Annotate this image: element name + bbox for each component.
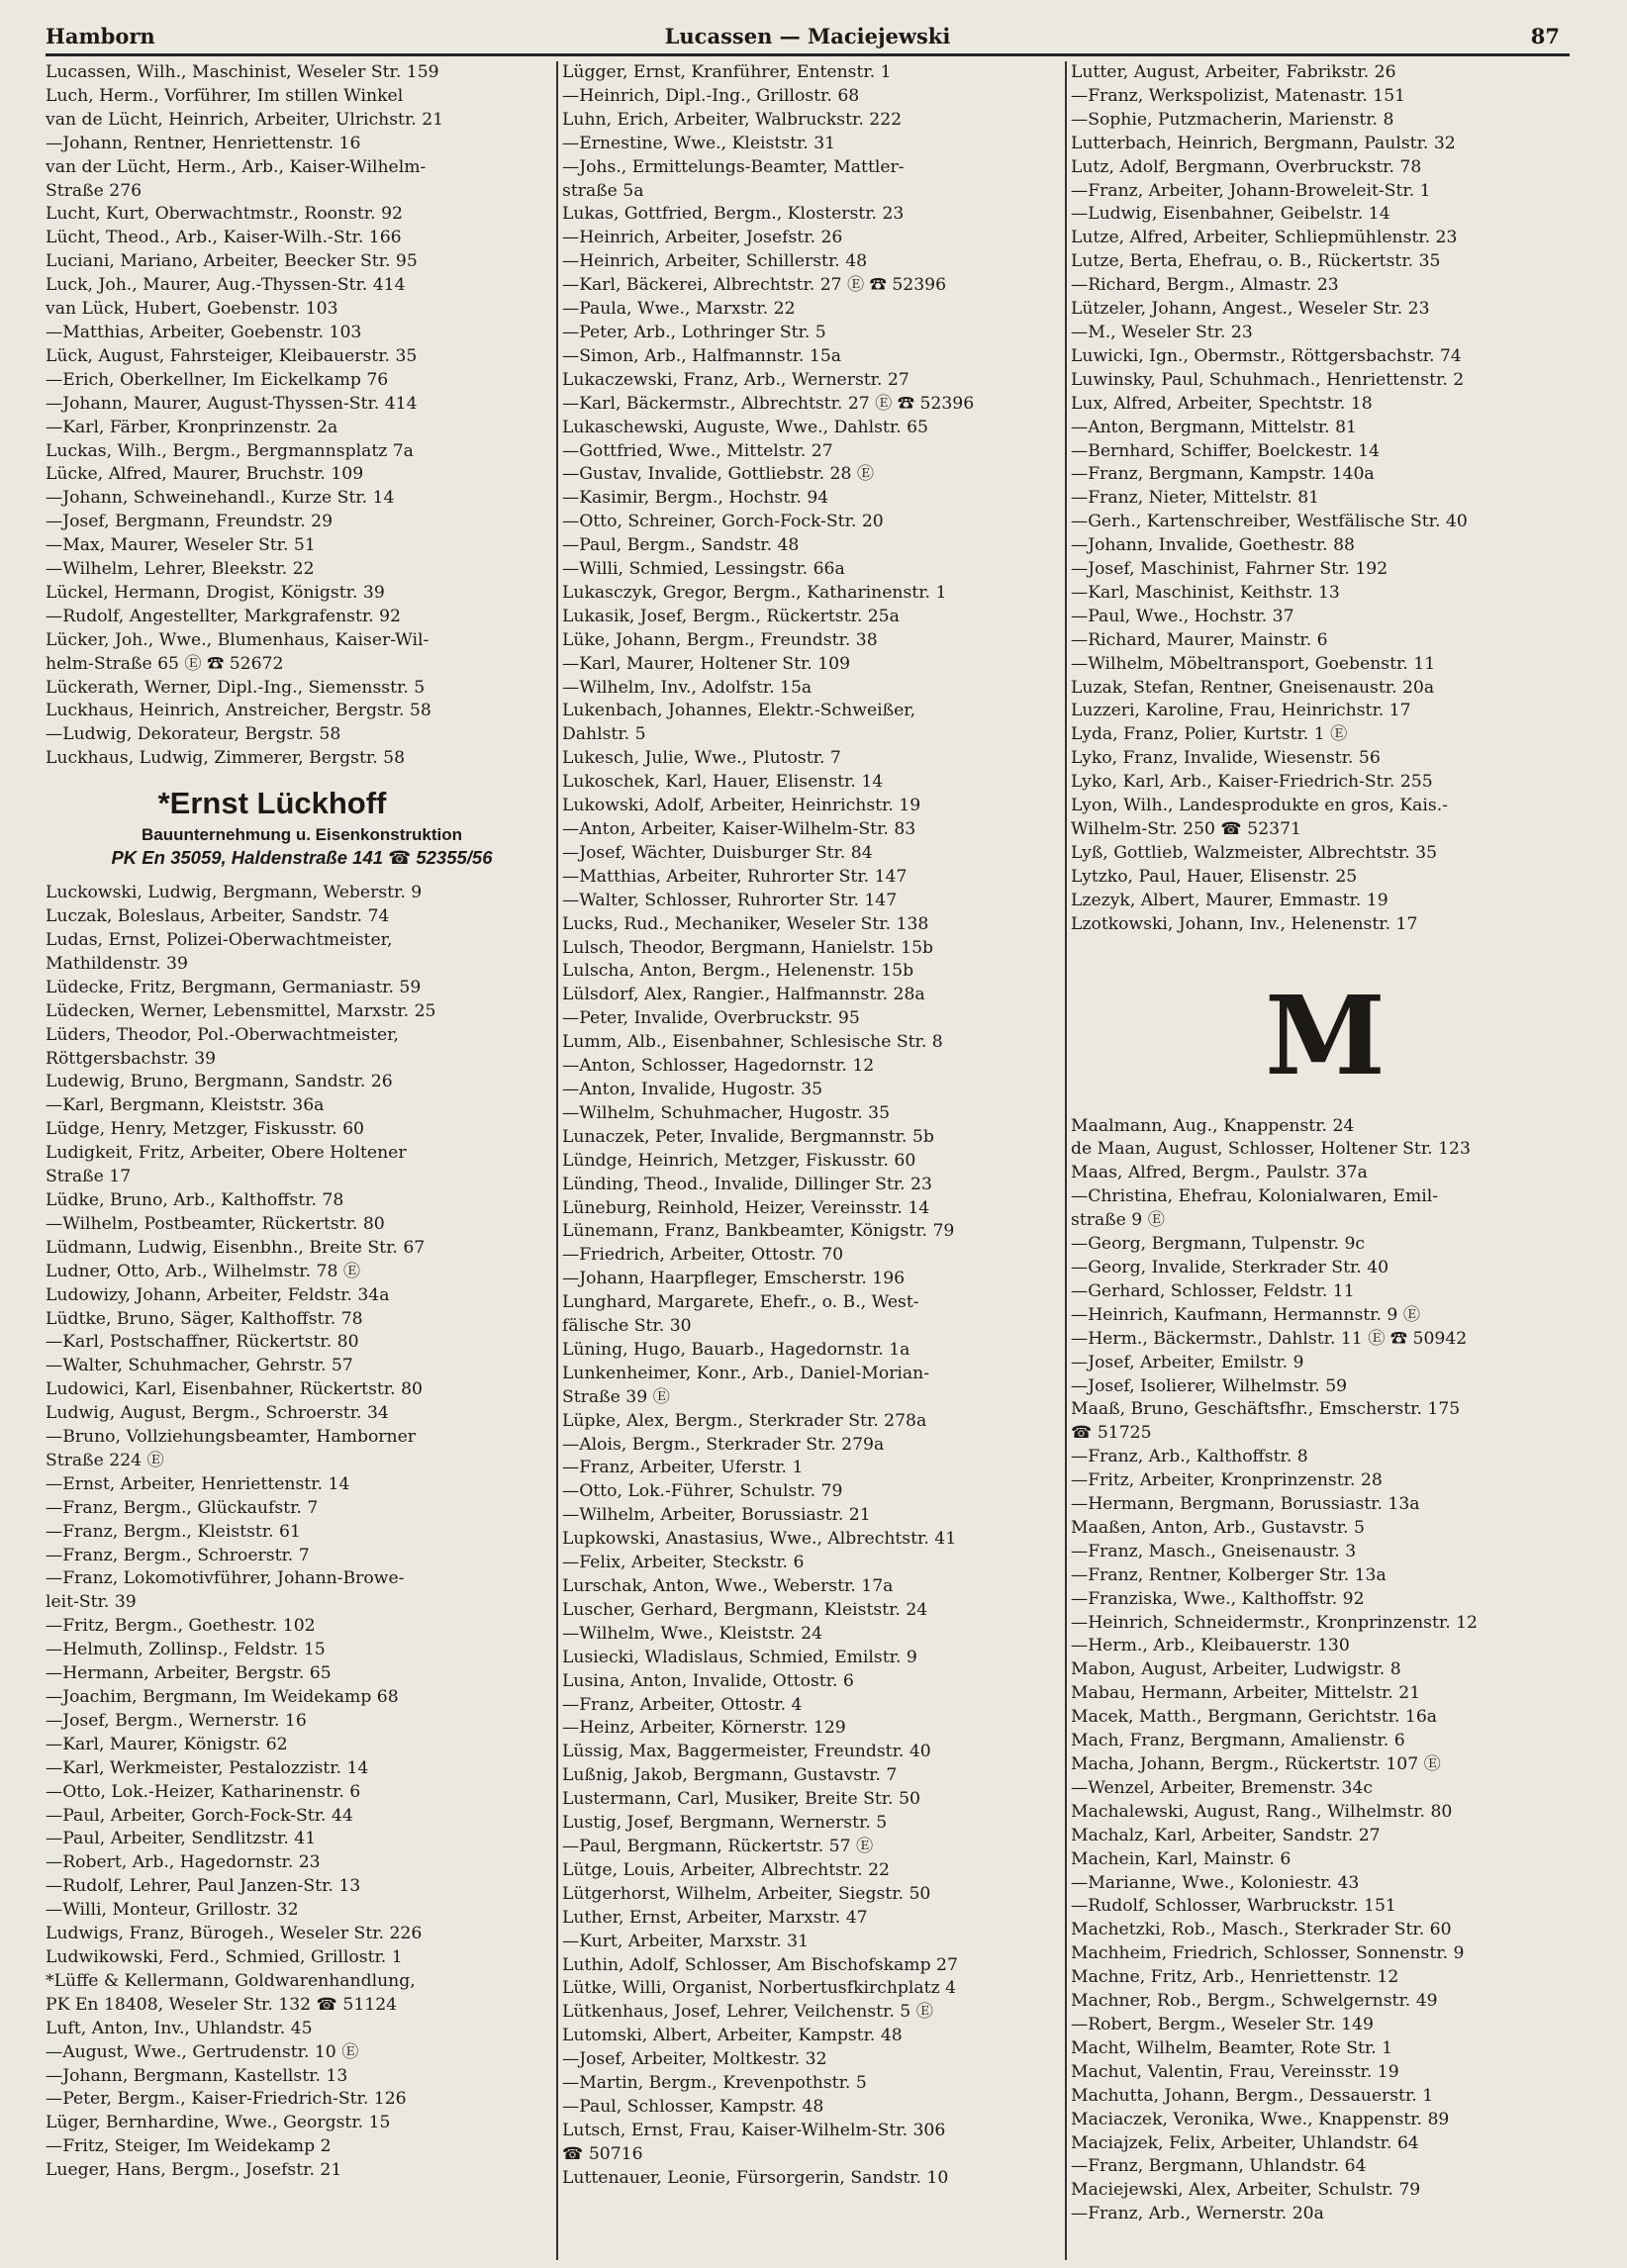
directory-entry: —Franz, Bergm., Glückaufstr. 7 [46,1497,319,1518]
directory-entry: straße 9 Ⓔ [1071,1210,1165,1231]
ad-title: *Ernst Lückhoff [157,786,387,821]
directory-entry: Mabau, Hermann, Arbeiter, Mittelstr. 21 [1071,1683,1421,1704]
directory-entry: Maalmann, Aug., Knappenstr. 24 [1071,1115,1355,1136]
directory-entry: Lülsdorf, Alex, Rangier., Halfmannstr. 28a [562,985,925,1005]
directory-entry: —Johann, Maurer, August-Thyssen-Str. 414 [46,393,418,414]
directory-entry: —Franz, Arbeiter, Ottostr. 4 [562,1694,803,1715]
directory-entry: —Joachim, Bergmann, Im Weidekamp 68 [46,1687,399,1707]
directory-entry: Lüssig, Max, Baggermeister, Freundstr. 40 [562,1742,931,1762]
directory-entry: *Lüffe & Kellermann, Goldwarenhandlung, [46,1970,416,1991]
directory-entry: Luckowski, Ludwig, Bergmann, Weberstr. 9 [46,883,423,903]
directory-entry: —Anton, Schlosser, Hagedornstr. 12 [562,1056,875,1077]
directory-entry: Lunaczek, Peter, Invalide, Bergmannstr. 5b [562,1126,934,1147]
column-2-entries [562,61,1075,2191]
directory-entry: —August, Wwe., Gertrudenstr. 10 Ⓔ [46,2041,359,2062]
directory-entry: —Gerhard, Schlosser, Feldstr. 11 [1071,1280,1355,1301]
directory-entry: Straße 224 Ⓔ [46,1450,164,1470]
directory-entry: —Sophie, Putzmacherin, Marienstr. 8 [1071,109,1394,130]
directory-entry: Maaß, Bruno, Geschäftsfhr., Emscherstr. 175 [1071,1399,1461,1420]
directory-entry: Lüneburg, Reinhold, Heizer, Vereinsstr. 14 [562,1197,930,1218]
directory-entry: Machalz, Karl, Arbeiter, Sandstr. 27 [1071,1825,1381,1845]
directory-entry: Lulsch, Theodor, Bergmann, Hanielstr. 15b [562,937,934,958]
directory-entry: Machetzki, Rob., Masch., Sterkrader Str. 60 [1071,1920,1452,1940]
directory-entry: ☎ 50716 [562,2143,643,2164]
directory-entry: —Franz, Bergm., Schroerstr. 7 [46,1545,310,1565]
directory-entry: Lütgerhorst, Wilhelm, Arbeiter, Siegstr. 50 [562,1883,931,1904]
directory-entry: Lustig, Josef, Bergmann, Wernerstr. 5 [562,1813,888,1834]
directory-entry: Macha, Johann, Bergm., Rückertstr. 107 Ⓔ [1071,1754,1441,1774]
directory-entry: Lütke, Willi, Organist, Norbertusfkirchplatz 4 [562,1978,957,1999]
section-letter-m: M [1265,971,1386,1099]
directory-entry: Ludwigs, Franz, Bürogeh., Weseler Str. 226 [46,1924,423,1944]
directory-entry: —Josef, Bergm., Wernerstr. 16 [46,1710,307,1731]
directory-entry: Lukas, Gottfried, Bergm., Klosterstr. 23 [562,204,905,225]
advertisement [46,783,558,870]
directory-entry: —Peter, Bergm., Kaiser-Friedrich-Str. 126 [46,2089,407,2110]
directory-entry: —Kurt, Arbeiter, Marxstr. 31 [562,1931,810,1951]
directory-entry: Luckhaus, Heinrich, Anstreicher, Bergstr. 58 [46,701,431,721]
directory-entry: Lütkenhaus, Josef, Lehrer, Veilchenstr. 5 Ⓔ [562,2002,933,2023]
directory-entry: —Karl, Werkmeister, Pestalozzistr. 14 [46,1757,369,1778]
directory-entry: Lüdtke, Bruno, Säger, Kalthoffstr. 78 [46,1308,363,1329]
directory-entry: —Wilhelm, Möbeltransport, Goebenstr. 11 [1071,653,1436,674]
directory-entry: —Herm., Bäckermstr., Dahlstr. 11 Ⓔ ☎ 50942 [1071,1328,1468,1349]
directory-entry: —Johann, Schweinehandl., Kurze Str. 14 [46,488,395,509]
directory-entry: Luciani, Mariano, Arbeiter, Beecker Str. 95 [46,251,418,272]
directory-entry: leit-Str. 39 [46,1592,137,1613]
directory-entry: Luft, Anton, Inv., Uhlandstr. 45 [46,2018,313,2038]
directory-entry: Lutter, August, Arbeiter, Fabrikstr. 26 [1071,62,1396,82]
directory-entry: —Max, Maurer, Weseler Str. 51 [46,535,316,556]
directory-entry: Maaßen, Anton, Arb., Gustavstr. 5 [1071,1517,1365,1538]
directory-entry: —Helmuth, Zollinsp., Feldstr. 15 [46,1640,326,1660]
directory-entry: Maciaczek, Veronika, Wwe., Knappenstr. 89 [1071,2109,1450,2129]
directory-entry: Straße 17 [46,1167,132,1187]
directory-entry: Lücker, Joh., Wwe., Blumenhaus, Kaiser-Wil- [46,629,430,650]
directory-entry: Lucks, Rud., Mechaniker, Weseler Str. 138 [562,913,929,934]
column-2 [556,61,1075,2260]
directory-entry: —Walter, Schuhmacher, Gehrstr. 57 [46,1356,353,1376]
directory-entry: Lyß, Gottlieb, Walzmeister, Albrechtstr. 35 [1071,842,1438,863]
directory-entry: —Wilhelm, Schuhmacher, Hugostr. 35 [562,1102,891,1123]
directory-entry: —Paul, Arbeiter, Gorch-Fock-Str. 44 [46,1805,353,1826]
ad-address-line: PK En 35059, Haldenstraße 141 ☎ 52355/56 [111,847,493,869]
directory-entry: —Georg, Bergmann, Tulpenstr. 9c [1071,1234,1366,1255]
directory-entry: —Ernestine, Wwe., Kleiststr. 31 [562,133,836,153]
directory-entry: —Heinrich, Schneidermstr., Kronprinzenstr. 12 [1071,1612,1478,1633]
directory-entry: —Paul, Bergm., Sandstr. 48 [562,535,800,556]
directory-entry: Lutomski, Albert, Arbeiter, Kampstr. 48 [562,2026,903,2046]
directory-entry: Lueger, Hans, Bergm., Josefstr. 21 [46,2160,342,2181]
directory-entry: Luzzeri, Karoline, Frau, Heinrichstr. 17 [1071,701,1411,721]
directory-entry: —Karl, Bergmann, Kleiststr. 36a [46,1095,325,1116]
directory-entry: Ludwikowski, Ferd., Schmied, Grillostr. 1 [46,1946,403,1967]
directory-entry: Lumm, Alb., Eisenbahner, Schlesische Str. 8 [562,1032,943,1053]
directory-entry: —Gottfried, Wwe., Mittelstr. 27 [562,440,833,461]
directory-entry: —Bernhard, Schiffer, Boelckestr. 14 [1071,440,1381,461]
directory-entry: —Anton, Arbeiter, Kaiser-Wilhelm-Str. 83 [562,819,916,839]
directory-entry: —Anton, Invalide, Hugostr. 35 [562,1079,823,1099]
directory-entry: Machutta, Johann, Bergm., Dessauerstr. 1 [1071,2085,1434,2106]
directory-entry: Luwicki, Ign., Obermstr., Röttgersbachstr. 74 [1071,345,1462,366]
directory-entry: —Paul, Wwe., Hochstr. 37 [1071,606,1294,626]
header-district: Hamborn [46,24,155,48]
directory-entry: Lyda, Franz, Polier, Kurtstr. 1 Ⓔ [1071,724,1348,745]
column-3-entries-m [1071,1115,1579,2227]
directory-entry: —Josef, Isolierer, Wilhelmstr. 59 [1071,1375,1348,1396]
directory-entry: —Matthias, Arbeiter, Goebenstr. 103 [46,322,362,342]
directory-entry: —Paul, Arbeiter, Sendlitzstr. 41 [46,1829,317,1849]
directory-entry: —Franz, Bergm., Kleiststr. 61 [46,1521,301,1542]
directory-entry: —Heinrich, Arbeiter, Josefstr. 26 [562,228,843,248]
directory-entry: Lusiecki, Wladislaus, Schmied, Emilstr. 9 [562,1647,917,1667]
directory-entry: Ludowizy, Johann, Arbeiter, Feldstr. 34a [46,1284,390,1305]
directory-entry: —Franz, Bergmann, Kampstr. 140a [1071,464,1375,485]
directory-entry: Lünding, Theod., Invalide, Dillinger Str. 23 [562,1174,932,1194]
directory-entry: Machheim, Friedrich, Schlosser, Sonnenstr. 9 [1071,1943,1465,1964]
directory-entry: —Wenzel, Arbeiter, Bremenstr. 34c [1071,1777,1374,1798]
directory-entry: Lulscha, Anton, Bergm., Helenenstr. 15b [562,961,914,982]
directory-entry: Lutz, Adolf, Bergmann, Overbruckstr. 78 [1071,156,1422,177]
directory-entry: Lückerath, Werner, Dipl.-Ing., Siemensstr. 5 [46,677,426,698]
directory-entry: van der Lücht, Herm., Arb., Kaiser-Wilhelm- [46,156,427,177]
directory-entry: Lusina, Anton, Invalide, Ottostr. 6 [562,1670,854,1691]
directory-entry: —Fritz, Bergm., Goethestr. 102 [46,1616,316,1637]
directory-entry: Lzezyk, Albert, Maurer, Emmastr. 19 [1071,890,1388,910]
directory-entry: —Franz, Bergmann, Uhlandstr. 64 [1071,2156,1367,2177]
directory-entry: —Marianne, Wwe., Koloniestr. 43 [1071,1872,1360,1893]
directory-entry: Lußnig, Jakob, Bergmann, Gustavstr. 7 [562,1765,898,1786]
column-1 [46,61,558,2260]
directory-entry: —Franziska, Wwe., Kalthoffstr. 92 [1071,1588,1365,1609]
directory-entry: —Richard, Bergm., Almastr. 23 [1071,275,1339,296]
page-header [46,20,1570,56]
directory-entry: Machut, Valentin, Frau, Vereinsstr. 19 [1071,2061,1399,2082]
column-3 [1065,61,1579,2260]
directory-entry: —Franz, Arbeiter, Johann-Broweleit-Str. 1 [1071,180,1431,201]
directory-entry: —Willi, Schmied, Lessingstr. 66a [562,559,845,580]
directory-entry: —Willi, Monteur, Grillostr. 32 [46,1900,299,1921]
directory-entry: van de Lücht, Heinrich, Arbeiter, Ulrichstr. 21 [46,109,444,130]
directory-entry: —Simon, Arb., Halfmannstr. 15a [562,345,841,366]
directory-entry: PK En 18408, Weseler Str. 132 ☎ 51124 [46,1994,398,2015]
directory-entry: —Ludwig, Dekorateur, Bergstr. 58 [46,724,341,745]
directory-entry: —Johann, Invalide, Goethestr. 88 [1071,535,1355,556]
directory-entry: —Karl, Bäckerei, Albrechtstr. 27 Ⓔ ☎ 52396 [562,275,947,296]
directory-entry: —Rudolf, Schlosser, Warbruckstr. 151 [1071,1896,1396,1917]
directory-entry: —Franz, Lokomotivführer, Johann-Browe- [46,1568,405,1589]
directory-entry: Lux, Alfred, Arbeiter, Spechtstr. 18 [1071,393,1373,414]
directory-entry: —Wilhelm, Lehrer, Bleekstr. 22 [46,559,315,580]
directory-entry: Lukowski, Adolf, Arbeiter, Heinrichstr. 19 [562,796,921,816]
directory-entry: —Erich, Oberkellner, Im Eickelkamp 76 [46,369,389,390]
directory-entry: Straße 276 [46,180,143,201]
directory-entry: Machner, Rob., Bergm., Schwelgernstr. 49 [1071,1991,1438,2012]
directory-entry: —Hermann, Bergmann, Borussiastr. 13a [1071,1494,1420,1515]
directory-entry: —Franz, Nieter, Mittelstr. 81 [1071,488,1320,509]
directory-entry: Lück, August, Fahrsteiger, Kleibauerstr. 35 [46,345,418,366]
column-1-entries-top [46,61,558,771]
directory-entry: Lützeler, Johann, Angest., Weseler Str. 23 [1071,299,1430,320]
directory-entry: —Rudolf, Lehrer, Paul Janzen-Str. 13 [46,1876,361,1897]
directory-entry: Lupkowski, Anastasius, Wwe., Albrechtstr. 41 [562,1529,957,1550]
directory-entry: —Walter, Schlosser, Ruhrorter Str. 147 [562,890,898,910]
directory-entry: —Heinz, Arbeiter, Körnerstr. 129 [562,1718,846,1739]
directory-entry: Lutsch, Ernst, Frau, Kaiser-Wilhelm-Str. 306 [562,2120,946,2140]
directory-entry: Lukasczyk, Gregor, Bergm., Katharinenstr. 1 [562,582,947,603]
directory-entry: —Franz, Werkspolizist, Matenastr. 151 [1071,85,1406,106]
directory-entry: Lunkenheimer, Konr., Arb., Daniel-Morian- [562,1363,930,1383]
directory-entry: Wilhelm-Str. 250 ☎ 52371 [1071,819,1301,839]
directory-entry: Luckas, Wilh., Bergm., Bergmannsplatz 7a [46,440,414,461]
directory-entry: —Kasimir, Bergm., Hochstr. 94 [562,488,829,509]
directory-entry: —Johann, Rentner, Henriettenstr. 16 [46,133,361,153]
directory-entry: —Richard, Maurer, Mainstr. 6 [1071,629,1328,650]
directory-entry: —Robert, Bergm., Weseler Str. 149 [1071,2014,1374,2034]
directory-entry: —Wilhelm, Postbeamter, Rückertstr. 80 [46,1213,385,1234]
directory-entry: Luttenauer, Leonie, Fürsorgerin, Sandstr. 10 [562,2167,949,2188]
directory-entry: Macek, Matth., Bergmann, Gerichtstr. 16a [1071,1707,1438,1728]
directory-entry: Lzotkowski, Johann, Inv., Helenenstr. 17 [1071,913,1418,934]
directory-entry: —Ludwig, Eisenbahner, Geibelstr. 14 [1071,204,1390,225]
directory-entry: —Otto, Schreiner, Gorch-Fock-Str. 20 [562,512,884,532]
directory-entry: Ludowici, Karl, Eisenbahner, Rückertstr. 80 [46,1379,423,1400]
directory-entry: Maas, Alfred, Bergm., Paulstr. 37a [1071,1163,1368,1183]
directory-entry: —Felix, Arbeiter, Steckstr. 6 [562,1553,805,1573]
directory-entry: —Paula, Wwe., Marxstr. 22 [562,299,796,320]
directory-entry: Machne, Fritz, Arb., Henriettenstr. 12 [1071,1967,1399,1988]
directory-entry: Lündge, Heinrich, Metzger, Fiskusstr. 60 [562,1150,916,1171]
directory-entry: —Paul, Schlosser, Kampstr. 48 [562,2096,824,2117]
directory-entry: —Georg, Invalide, Sterkrader Str. 40 [1071,1257,1389,1277]
directory-entry: —Heinrich, Arbeiter, Schillerstr. 48 [562,251,868,272]
directory-entry: Röttgersbachstr. 39 [46,1048,217,1069]
directory-entry: Lüdecke, Fritz, Bergmann, Germaniastr. 59 [46,977,422,997]
directory-entry: Lutze, Alfred, Arbeiter, Schliepmühlenstr. 23 [1071,228,1458,248]
directory-entry: —M., Weseler Str. 23 [1071,322,1253,342]
directory-entry: —Josef, Bergmann, Freundstr. 29 [46,512,334,532]
directory-entry: —Karl, Maurer, Holtener Str. 109 [562,653,851,674]
directory-entry: Lücht, Theod., Arb., Kaiser-Wilh.-Str. 166 [46,228,402,248]
directory-entry: Ludas, Ernst, Polizei-Oberwachtmeister, [46,930,393,950]
directory-entry: Luther, Ernst, Arbeiter, Marxstr. 47 [562,1907,868,1928]
directory-entry: —Karl, Postschaffner, Rückertstr. 80 [46,1332,359,1353]
directory-entry: —Johann, Haarpfleger, Emscherstr. 196 [562,1269,906,1289]
directory-entry: —Franz, Arbeiter, Uferstr. 1 [562,1458,804,1478]
directory-entry: Ludner, Otto, Arb., Wilhelmstr. 78 Ⓔ [46,1261,361,1281]
directory-entry: Luckhaus, Ludwig, Zimmerer, Bergstr. 58 [46,748,405,769]
directory-entry: —Fritz, Arbeiter, Kronprinzenstr. 28 [1071,1470,1383,1491]
directory-entry: —Anton, Bergmann, Mittelstr. 81 [1071,417,1357,437]
directory-entry: van Lück, Hubert, Goebenstr. 103 [46,299,338,320]
directory-entry: —Karl, Maurer, Königstr. 62 [46,1734,288,1754]
directory-entry: Ludwig, August, Bergm., Schroerstr. 34 [46,1403,389,1424]
directory-entry: Lüdecken, Werner, Lebensmittel, Marxstr. 25 [46,1000,436,1021]
directory-entry: Lyko, Franz, Invalide, Wiesenstr. 56 [1071,748,1381,769]
directory-entry: Lukoschek, Karl, Hauer, Elisenstr. 14 [562,772,884,793]
directory-entry: Luthin, Adolf, Schlosser, Am Bischofskamp 27 [562,1954,958,1975]
directory-entry: —Johann, Bergmann, Kastellstr. 13 [46,2065,348,2086]
column-1-entries-bottom [46,882,558,2183]
directory-entry: Macht, Wilhelm, Beamter, Rote Str. 1 [1071,2037,1393,2058]
directory-entry: Dahlstr. 5 [562,724,646,745]
directory-entry: Machalewski, August, Rang., Wilhelmstr. 80 [1071,1801,1453,1822]
directory-entry: —Gustav, Invalide, Gottliebstr. 28 Ⓔ [562,464,875,485]
directory-entry: straße 5a [562,180,644,201]
directory-entry: Lückel, Hermann, Drogist, Königstr. 39 [46,582,385,603]
directory-entry: —Josef, Wächter, Duisburger Str. 84 [562,842,873,863]
directory-entry: Lünemann, Franz, Bankbeamter, Königstr. 79 [562,1221,955,1242]
directory-entry: Luzak, Stefan, Rentner, Gneisenaustr. 20a [1071,677,1435,698]
directory-entry: Lüders, Theodor, Pol.-Oberwachtmeister, [46,1024,399,1045]
directory-entry: —Ernst, Arbeiter, Henriettenstr. 14 [46,1473,350,1494]
directory-entry: —Johs., Ermittelungs-Beamter, Mattler- [562,156,905,177]
directory-entry: Luch, Herm., Vorführer, Im stillen Winkel [46,85,404,106]
directory-entry: Lütge, Louis, Arbeiter, Albrechtstr. 22 [562,1859,890,1880]
directory-entry: Lukesch, Julie, Wwe., Plutostr. 7 [562,748,841,769]
ad-business-line: Bauunternehmung u. Eisenkonstruktion [142,825,462,845]
directory-entry: Machein, Karl, Mainstr. 6 [1071,1848,1292,1869]
directory-entry: Maciajzek, Felix, Arbeiter, Uhlandstr. 64 [1071,2132,1419,2153]
directory-entry: Lukasik, Josef, Bergm., Rückertstr. 25a [562,606,900,626]
directory-entry: Luck, Joh., Maurer, Aug.-Thyssen-Str. 414 [46,275,406,296]
directory-entry: ☎ 51725 [1071,1423,1152,1444]
directory-entry: Lukenbach, Johannes, Elektr.-Schweißer, [562,701,916,721]
directory-entry: Lügger, Ernst, Kranführer, Entenstr. 1 [562,62,892,82]
directory-entry: —Hermann, Arbeiter, Bergstr. 65 [46,1663,332,1684]
directory-entry: Lücke, Alfred, Maurer, Bruchstr. 109 [46,464,364,485]
directory-entry: Lüpke, Alex, Bergm., Sterkrader Str. 278a [562,1410,927,1431]
directory-entry: Lyko, Karl, Arb., Kaiser-Friedrich-Str. 255 [1071,772,1433,793]
directory-entry: Luhn, Erich, Arbeiter, Walbruckstr. 222 [562,109,903,130]
directory-entry: Luczak, Boleslaus, Arbeiter, Sandstr. 74 [46,906,390,927]
directory-entry: —Peter, Arb., Lothringer Str. 5 [562,322,826,342]
directory-entry: Lüdke, Bruno, Arb., Kalthoffstr. 78 [46,1189,344,1210]
directory-entry: —Otto, Lok.-Heizer, Katharinenstr. 6 [46,1781,361,1802]
directory-entry: —Paul, Bergmann, Rückertstr. 57 Ⓔ [562,1836,874,1856]
directory-entry: —Franz, Arb., Wernerstr. 20a [1071,2204,1324,2224]
directory-entry: —Josef, Arbeiter, Moltkestr. 32 [562,2049,827,2070]
column-3-entries-l [1071,61,1579,937]
directory-entry: —Otto, Lok.-Führer, Schulstr. 79 [562,1481,843,1502]
directory-entry: Lüning, Hugo, Bauarb., Hagedornstr. 1a [562,1339,910,1360]
directory-entry: —Gerh., Kartenschreiber, Westfälische Str. 40 [1071,512,1468,532]
directory-entry: Lüke, Johann, Bergm., Freundstr. 38 [562,629,878,650]
directory-entry: Lüdge, Henry, Metzger, Fiskusstr. 60 [46,1119,364,1140]
directory-entry: —Bruno, Vollziehungsbeamter, Hamborner [46,1427,416,1448]
directory-entry: —Heinrich, Kaufmann, Hermannstr. 9 Ⓔ [1071,1304,1421,1325]
directory-entry: —Peter, Invalide, Overbruckstr. 95 [562,1008,860,1029]
directory-entry: Maciejewski, Alex, Arbeiter, Schulstr. 79 [1071,2180,1421,2201]
directory-entry: —Josef, Maschinist, Fahrner Str. 192 [1071,559,1388,580]
directory-entry: —Rudolf, Angestellter, Markgrafenstr. 92 [46,606,401,626]
directory-entry: —Fritz, Steiger, Im Weidekamp 2 [46,2136,332,2157]
directory-entry: Ludigkeit, Fritz, Arbeiter, Obere Holtener [46,1143,407,1164]
directory-entry: Lustermann, Carl, Musiker, Breite Str. 50 [562,1789,920,1810]
directory-entry: Lüger, Bernhardine, Wwe., Georgstr. 15 [46,2113,391,2133]
directory-entry: Lunghard, Margarete, Ehefr., o. B., West- [562,1292,919,1313]
directory-entry: —Karl, Maschinist, Keithstr. 13 [1071,582,1340,603]
directory-entry: —Wilhelm, Arbeiter, Borussiastr. 21 [562,1505,871,1526]
directory-entry: Lurschak, Anton, Wwe., Weberstr. 17a [562,1576,894,1596]
directory-entry: —Wilhelm, Wwe., Kleiststr. 24 [562,1623,823,1644]
directory-entry: Lüdmann, Ludwig, Eisenbhn., Breite Str. 67 [46,1237,426,1258]
directory-entry: Mathildenstr. 39 [46,953,188,974]
directory-entry: —Franz, Masch., Gneisenaustr. 3 [1071,1541,1357,1561]
directory-entry: —Christina, Ehefrau, Kolonialwaren, Emil- [1071,1186,1439,1207]
directory-entry: —Karl, Färber, Kronprinzenstr. 2a [46,417,338,437]
directory-entry: Lucht, Kurt, Oberwachtmstr., Roonstr. 92 [46,204,403,225]
directory-entry: de Maan, August, Schlosser, Holtener Str. 123 [1071,1139,1471,1160]
directory-entry: —Robert, Arb., Hagedornstr. 23 [46,1852,321,1873]
directory-entry: —Josef, Arbeiter, Emilstr. 9 [1071,1352,1304,1372]
directory-entry: —Matthias, Arbeiter, Ruhrorter Str. 147 [562,866,908,887]
directory-entry: —Friedrich, Arbeiter, Ottostr. 70 [562,1245,844,1266]
directory-entry: Mach, Franz, Bergmann, Amalienstr. 6 [1071,1731,1405,1751]
directory-entry: —Herm., Arb., Kleibauerstr. 130 [1071,1636,1350,1656]
directory-entry: —Karl, Bäckermstr., Albrechtstr. 27 Ⓔ ☎ 52396 [562,393,975,414]
header-name-range: Lucassen — Maciejewski [664,24,951,48]
directory-entry: —Heinrich, Dipl.-Ing., Grillostr. 68 [562,85,860,106]
page-number: 87 [1530,24,1560,48]
directory-entry: Lutze, Berta, Ehefrau, o. B., Rückertstr. 35 [1071,251,1441,272]
directory-entry: Luwinsky, Paul, Schuhmach., Henriettenstr. 2 [1071,369,1465,390]
directory-entry: Ludewig, Bruno, Bergmann, Sandstr. 26 [46,1072,393,1092]
directory-entry: helm-Straße 65 Ⓔ ☎ 52672 [46,653,284,674]
directory-entry: Lucassen, Wilh., Maschinist, Weseler Str. 159 [46,62,439,82]
directory-entry: Lyon, Wilh., Landesprodukte en gros, Kais.- [1071,796,1448,816]
directory-entry: Straße 39 Ⓔ [562,1386,670,1407]
directory-entry: Lukaczewski, Franz, Arb., Wernerstr. 27 [562,369,909,390]
directory-entry: Lukaschewski, Auguste, Wwe., Dahlstr. 65 [562,417,928,437]
directory-entry: —Martin, Bergm., Krevenpothstr. 5 [562,2073,867,2094]
directory-entry: —Franz, Rentner, Kolberger Str. 13a [1071,1564,1387,1585]
directory-entry: fälische Str. 30 [562,1316,692,1337]
directory-entry: Lytzko, Paul, Hauer, Elisenstr. 25 [1071,866,1358,887]
directory-entry: Lutterbach, Heinrich, Bergmann, Paulstr. 32 [1071,133,1456,153]
directory-entry: Luscher, Gerhard, Bergmann, Kleiststr. 24 [562,1599,928,1620]
directory-entry: —Wilhelm, Inv., Adolfstr. 15a [562,677,813,698]
directory-entry: —Franz, Arb., Kalthoffstr. 8 [1071,1447,1308,1467]
directory-entry: —Alois, Bergm., Sterkrader Str. 279a [562,1434,885,1455]
directory-entry: Mabon, August, Arbeiter, Ludwigstr. 8 [1071,1659,1401,1680]
